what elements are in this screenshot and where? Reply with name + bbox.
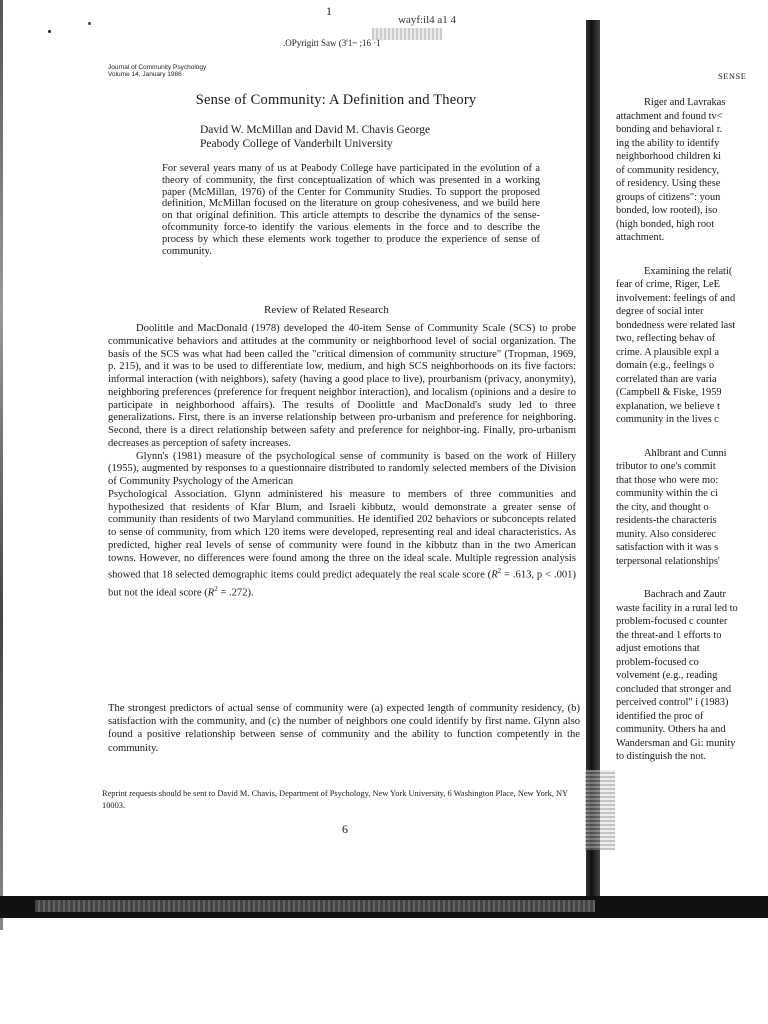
right-page-paragraph — [616, 265, 766, 427]
scan-smudge — [585, 770, 615, 850]
scan-edge — [0, 0, 3, 930]
right-page-line: bonded, low rooted), iso — [616, 205, 718, 216]
right-page-line: problem-focused c counter — [616, 616, 728, 627]
right-page-line: the city, and thought o — [616, 501, 709, 513]
copyright-line: .OPyrigitt Saw (3'1~ ;16 ·1 — [283, 38, 381, 48]
right-page-column — [616, 96, 766, 784]
journal-info — [108, 64, 206, 78]
right-page-line: attachment. — [616, 232, 665, 243]
scan-bottom-band-texture — [35, 900, 595, 912]
right-page-line: neighborhood children ki — [616, 151, 722, 162]
right-page-line: correlated than are varia — [616, 373, 717, 385]
stat-r2-symbol: R — [207, 587, 215, 599]
right-page-line: munity. Also considerec — [616, 528, 717, 540]
right-page-line: residents-the characteris — [616, 515, 717, 526]
abstract: For several years many of us at Peabody College have participated in the evolution of a theory of community, the first conceptualization of which was presented in a working paper (McMillan, 1976) of the Center for Community Studies. To support the proposed definition, McMillan focused on the literature on group cohesiveness, and we build here on that original definition. This article attempts to describe the dynamics of the sense-ofcommunity force-to identify the various elements in the force and to describe the process by which these elements work together to produce the experience of sense of community. — [162, 163, 540, 257]
authors: David W. McMillan and David M. Chavis George — [200, 124, 431, 136]
right-page-line: Riger and Lavrakas — [644, 97, 726, 108]
stat-value: = .272). — [217, 587, 254, 599]
right-page-line: that those who were mo: — [616, 474, 719, 486]
running-head: SENSE — [718, 71, 747, 81]
right-page-line: crime. A plausible expl a — [616, 346, 720, 358]
right-page-line: domain (e.g., feelings o — [616, 360, 715, 371]
right-page-line: (high bonded, high root — [616, 218, 715, 230]
stat-superscript: 2 — [214, 584, 218, 593]
stat-superscript: 2 — [497, 567, 502, 576]
right-page-line: identified the proc of — [616, 710, 704, 722]
right-page-line: terpersonal relationships' — [616, 555, 720, 567]
right-page-line: volvement (e.g., reading — [616, 670, 718, 681]
paragraph-text: Psychological Association. Glynn administered his measure to members of three communities and hypothesized that residents of Kfar Blum, and Israeli kibbutz, would demonstrate a greater sense of community than residents of two Maryland communities. He identified 202 behaviors or subconcepts related to sense of community, from which 120 items were developed, representing real and ideal characteristics. As predicted, higher real levels of sense of community were found in the kibbutz than in the two American towns. However, no differences were found among the three on the ideal scale. Multiple regression analysis showed that 18 selected demographic items could predict adequately the real scale score ( — [108, 488, 576, 581]
right-page-line: of community residency, — [616, 164, 719, 176]
right-page-paragraph — [616, 96, 766, 245]
right-page-line: (Campbell & Fiske, 1959 — [616, 387, 722, 398]
copyright-stamp: wayf:il4 a1 4 — [398, 14, 457, 26]
page-number-top: 1 — [326, 4, 332, 18]
stat-r2-symbol: R — [491, 569, 498, 581]
right-page-line: ing the ability to identify — [616, 137, 720, 149]
right-page-line: bondedness were related last — [616, 319, 736, 331]
article-title: Sense of Community: A Definition and Theory — [195, 92, 477, 108]
scan-smudge — [372, 28, 442, 40]
right-page-line: Wandersman and Gi: munity — [616, 737, 736, 749]
right-page-line: waste facility in a rural led to — [616, 602, 738, 614]
right-page-line: bonding and behavioral r. — [616, 124, 723, 135]
stat-value: = .613, p < .001) but not the ideal score ( — [108, 569, 577, 599]
paragraph: The strongest predictors of actual sense of community were (a) expected length of community residency, (b) satisfaction with the community, and (c) the number of neighbors one could identify by first name. Glynn also found a positive relationship between sense of community and the ability to function competently in the community. — [108, 703, 580, 754]
right-page-line: explanation, we believe t — [616, 400, 720, 412]
right-page-paragraph — [616, 588, 766, 764]
right-page-line: problem-focused co — [616, 656, 699, 668]
right-page-line: attachment and found tv< — [616, 110, 723, 122]
right-page-line: community in the lives c — [616, 414, 719, 425]
right-page-line: perceived control" i (1983) — [616, 697, 729, 708]
right-page-line: satisfaction with it was s — [616, 542, 719, 553]
footnote: Reprint requests should be sent to David M. Chavis, Department of Psychology, New York University, 6 Washington Place, New York, NY 10003. — [102, 789, 568, 810]
paragraph — [108, 489, 576, 600]
scan-speck — [88, 22, 91, 25]
author-block — [200, 123, 500, 151]
journal-volume: Volume 14, January 1986 — [108, 71, 182, 78]
right-page-line: concluded that stronger and — [616, 683, 732, 695]
right-page-paragraph — [616, 447, 766, 569]
scan-speck — [48, 30, 51, 33]
right-page-line: tributor to one's commit — [616, 461, 716, 472]
paragraph: Doolittle and MacDonald (1978) developed the 40-item Sense of Community Scale (SCS) to probe communicative behaviors and attitudes at the community or neighborhood level of social organization. The basis of the SCS was what had been called the "critical dimension of community structure" (Tropman, 1969, p. 215), and it was to be used to differentiate low, medium, and high SCS neighborhoods on its five factors: informal interaction (with neighbors), safety (having a good place to live), prourbanism (privacy, anonymity), neighboring preferences (preference for frequent neighbor interaction), and localism (opinions and a desire to participate in neighborhood affairs). The results of Doolittle and MacDonald's study led to three generalizations. First, there is an inverse relationship between pro-urbanism and preference for neighboring. Second, there is a direct relationship between safety and preference for neighbor-ing. Finally, pro-urbanism decreases as perception of safety increases. — [108, 323, 576, 449]
right-page-line: adjust emotions that — [616, 643, 700, 654]
right-page-line: community within the ci — [616, 488, 718, 499]
right-page-line: two, reflecting behav of — [616, 333, 716, 344]
right-page-line: community. Others ha and — [616, 724, 726, 735]
right-page-line: groups of citizens": youn — [616, 191, 721, 203]
body-text — [108, 323, 576, 600]
section-heading: Review of Related Research — [264, 304, 389, 316]
book-spine — [586, 20, 600, 900]
right-page-line: of residency. Using these — [616, 178, 721, 189]
right-page-line: to distinguish the not. — [616, 751, 707, 762]
right-page-line: involvement: feelings of and — [616, 292, 736, 304]
page-number-bottom: 6 — [342, 822, 348, 836]
right-page-line: degree of social inter — [616, 306, 704, 317]
paragraph: Glynn's (1981) measure of the psychological sense of community is based on the work of Hillery (1955), augmented by responses to a questionnaire distributed to randomly selected members of the Division of Community Psychology of the American — [108, 450, 576, 487]
right-page-line: Bachrach and Zautr — [644, 589, 726, 600]
right-page-line: the threat-and 1 efforts to — [616, 629, 722, 641]
affiliation: Peabody College of Vanderbilt University — [200, 138, 393, 150]
right-page-line: fear of crime, Riger, LeE — [616, 279, 721, 290]
right-page-line: Ahlbrant and Cunni — [644, 447, 727, 459]
journal-name: Journal of Community Psychology — [108, 64, 207, 71]
right-page-line: Examining the relati( — [644, 265, 733, 277]
